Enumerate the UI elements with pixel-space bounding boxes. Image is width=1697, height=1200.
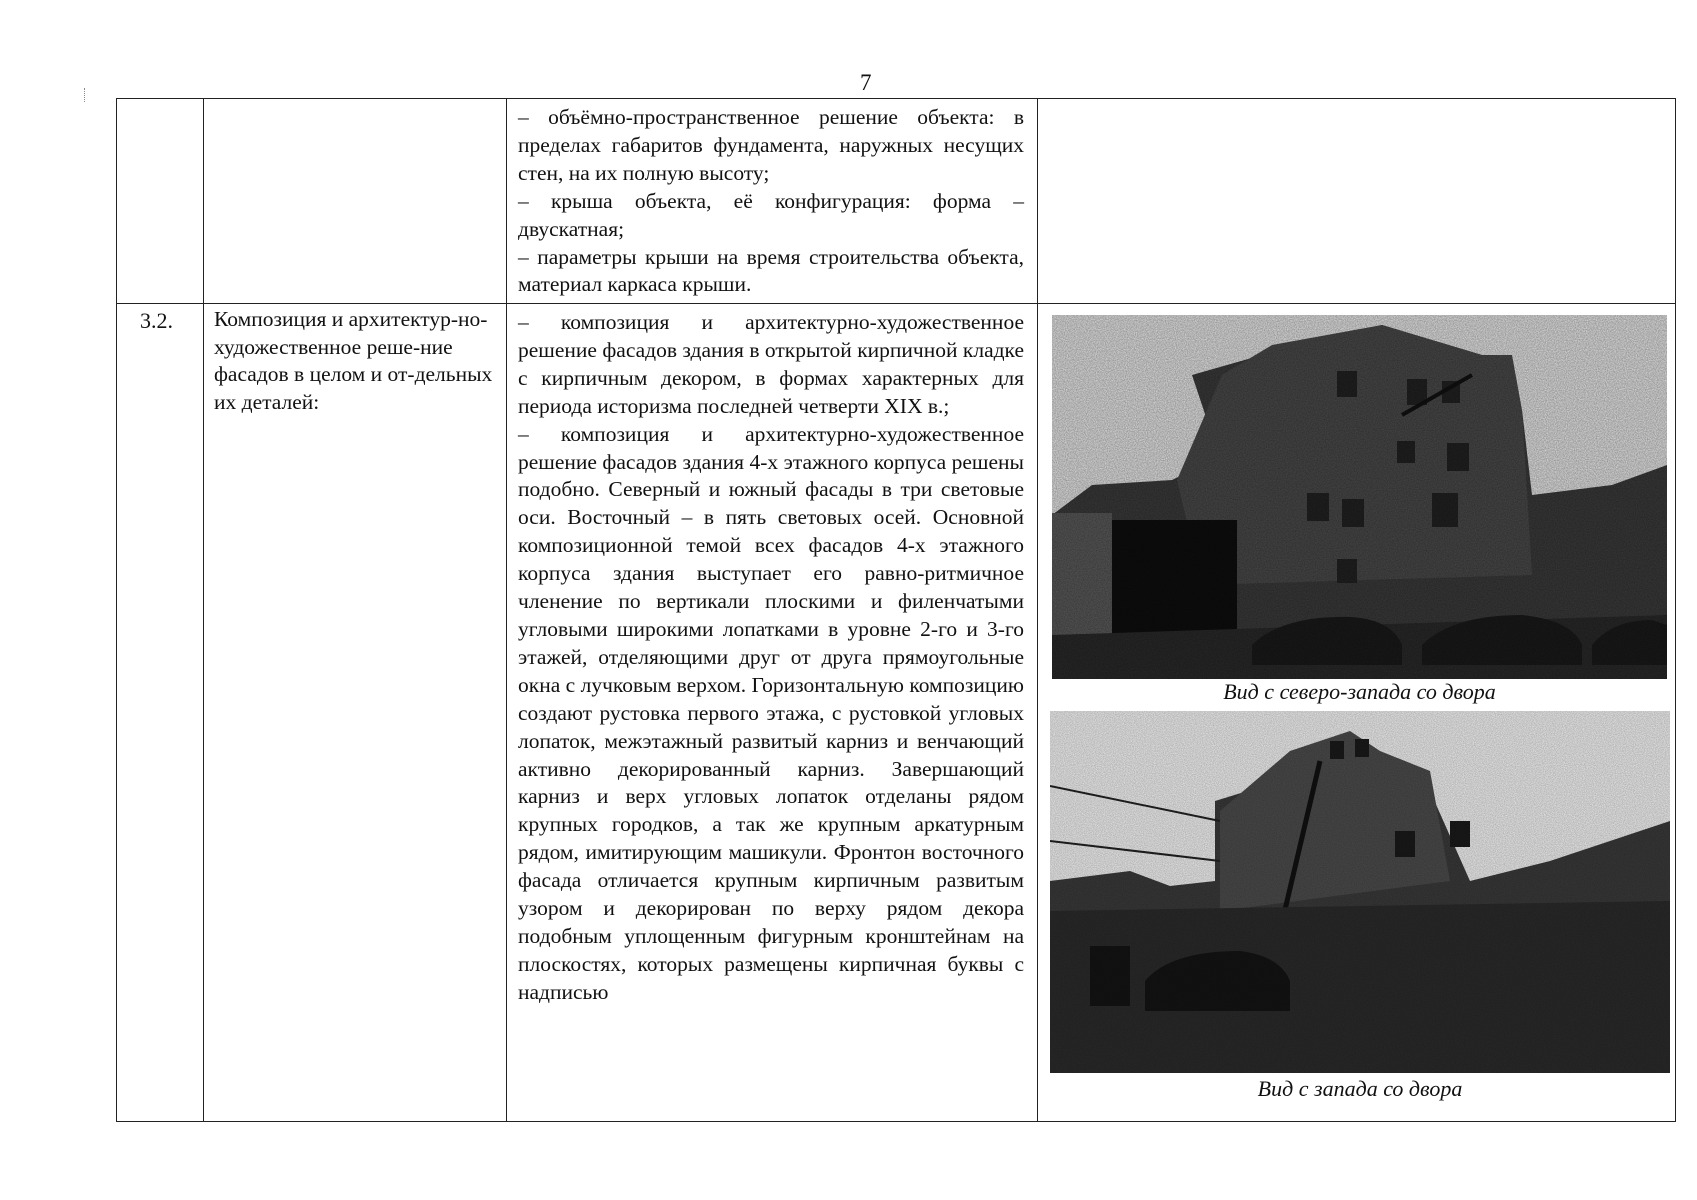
col-separator-3	[1037, 98, 1038, 1122]
description-paragraph: – композиция и архитектурно-художественное решение фасадов здания в открытой кирпичной кладке с кирпичным декором, в формах характерных для периода историзма последней четверти XIX в.;	[518, 310, 1024, 418]
prev-row-line: – крыша объекта, её конфигурация: форма – двускатная;	[518, 188, 1024, 241]
prev-row-line: – параметры крыши на время строительства объекта, материал каркаса крыши.	[518, 244, 1024, 297]
page-number: 7	[860, 70, 872, 95]
table-top-border	[116, 98, 1675, 99]
photo-caption-west: Вид с запада со двора	[1257, 1076, 1463, 1101]
row-name: Композиция и архитектур-но-художественное реше-ние фасадов в целом и от-дельных их деталей:	[214, 307, 493, 414]
table-left-border	[116, 98, 117, 1122]
photo-caption-northwest: Вид с северо-запада со двора	[1223, 679, 1496, 704]
prev-row-description	[518, 104, 1024, 299]
col-separator-1	[203, 98, 204, 1122]
row-description	[518, 309, 1024, 1007]
table-bottom-border	[116, 1121, 1675, 1122]
table-right-border	[1675, 98, 1676, 1122]
scan-artifact	[84, 88, 89, 102]
col-separator-2	[506, 98, 507, 1122]
row-number: 3.2.	[140, 308, 173, 333]
photo-west	[1050, 711, 1670, 1073]
description-paragraph: – композиция и архитектурно-художественное решение фасадов здания 4-х этажного корпуса решены подобно. Северный и южный фасады в три световые оси. Восточный – в пять световых осей. Основной композиционной темой всех фасадов 4-х этажного корпуса здания выступает его равно-ритмичное членение по вертикали плоскими и филенчатыми угловыми широкими лопатками в уровне 2-го и 3-го этажей, отделяющими друг от друга прямоугольные окна с лучковым верхом. Горизонтальную композицию создают рустовка первого этажа, с рустовкой угловых лопаток, межэтажный развитый карниз и венчающий активно декорированный карниз. Завершающий карниз и верх угловых лопаток отделаны рядом крупных городков, а так же крупным аркатурным рядом, имитирующим машикули. Фронтон восточного фасада отличается крупным кирпичным развитым узором и декорирован по верху рядом декора подобным уплощенным фигурным кронштейнам на плоскостях, которых размещены кирпичная буквы с надписью	[518, 421, 1024, 1004]
row-separator	[116, 303, 1675, 304]
prev-row-line: – объёмно-пространственное решение объекта: в пределах габаритов фундамента, наружных несущих стен, на их полную высоту;	[518, 105, 1024, 185]
photo-northwest	[1052, 315, 1667, 679]
